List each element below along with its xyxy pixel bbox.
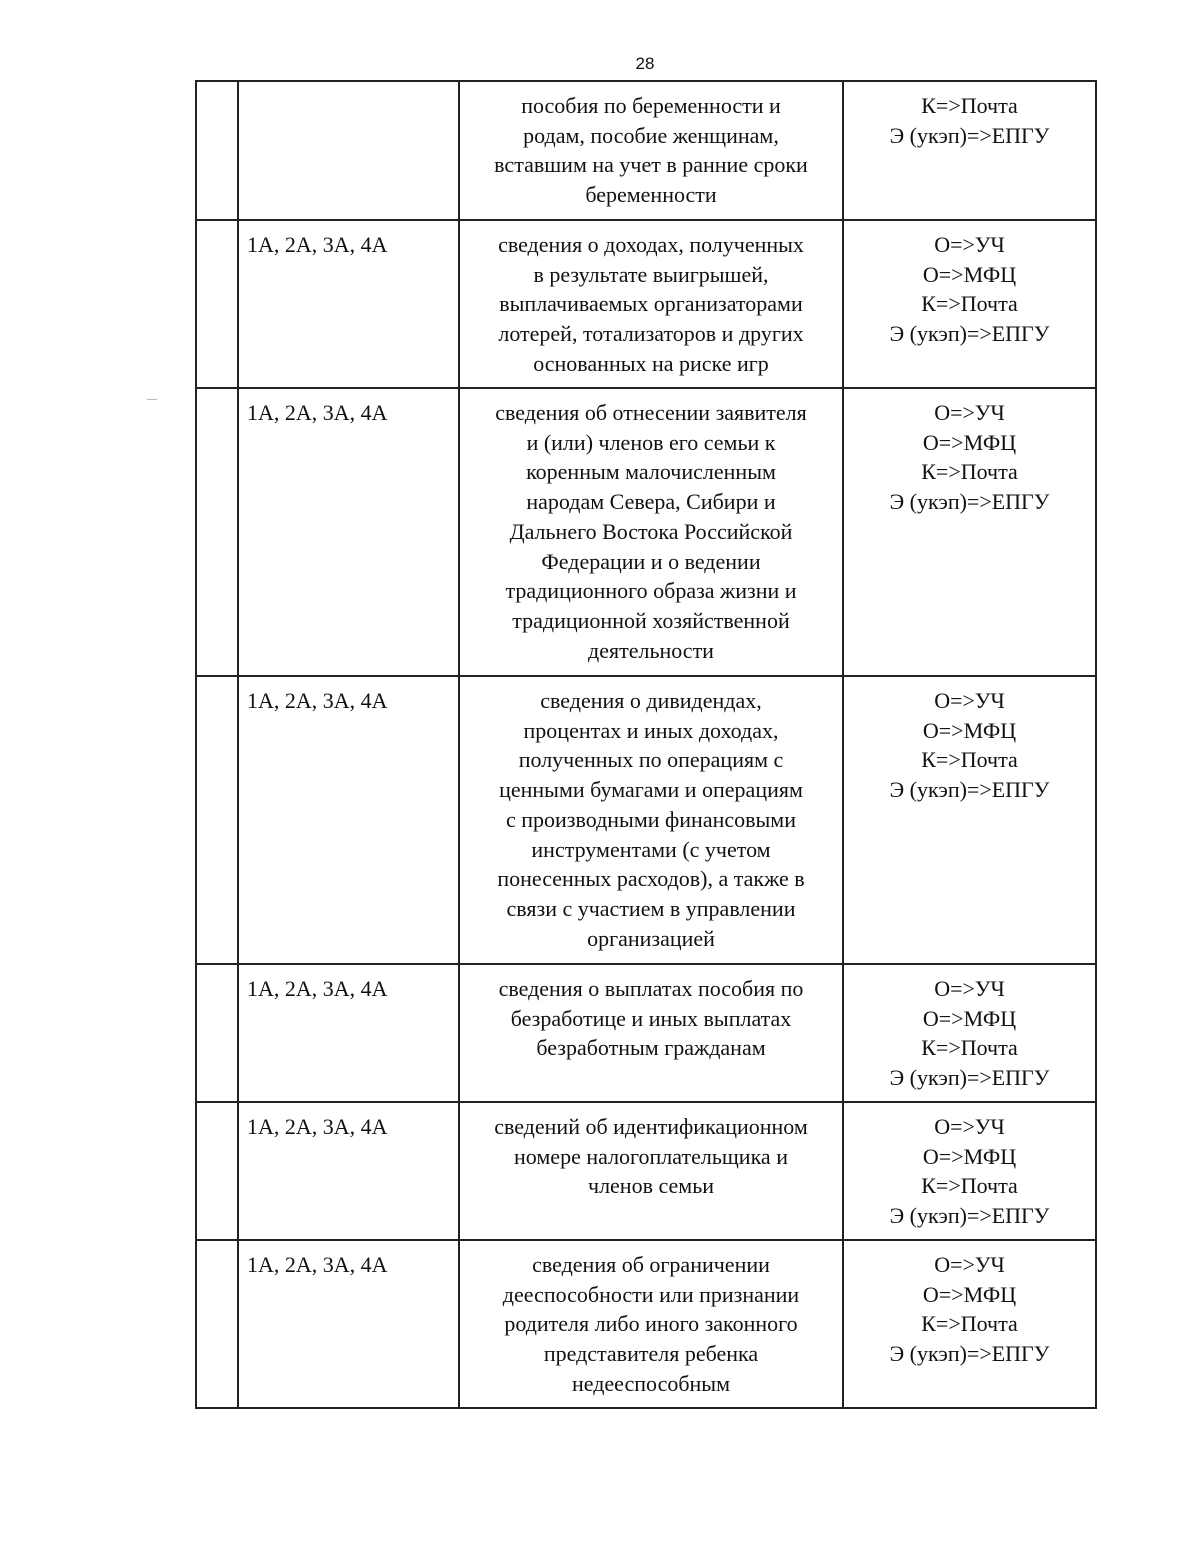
description-line: традиционного образа жизни и xyxy=(505,578,797,604)
table-body xyxy=(196,81,1096,1408)
table-row xyxy=(196,964,1096,1102)
submission-method-line: К=>Почта xyxy=(921,1035,1018,1061)
description-line: вставшим на учет в ранние сроки xyxy=(494,152,808,178)
description-line: инструментами (с учетом xyxy=(531,836,771,862)
submission-method-line: О=>МФЦ xyxy=(922,717,1017,743)
description-line: коренным малочисленным xyxy=(526,459,776,485)
description-line: процентах и иных доходах, xyxy=(523,717,779,743)
submission-method-line: О=>УЧ xyxy=(934,688,1005,713)
submission-method-cell xyxy=(843,220,1096,388)
description-line: ценными бумагами и операциям xyxy=(499,777,803,803)
submission-method-line: Э (укэп)=>ЕПГУ xyxy=(889,1341,1050,1367)
description-line: лотерей, тотализаторов и других xyxy=(498,321,804,347)
row-number-cell xyxy=(196,964,238,1102)
submission-method-line: К=>Почта xyxy=(921,93,1018,118)
applicant-category-cell: 1А, 2А, 3А, 4А xyxy=(238,964,459,1102)
documents-table xyxy=(195,80,1097,1409)
description-line: в результате выигрышей, xyxy=(533,261,769,287)
submission-method-cell xyxy=(843,1102,1096,1240)
description-line: безработным гражданам xyxy=(536,1035,766,1061)
description-line: представителя ребенка xyxy=(543,1341,759,1367)
document-description-cell xyxy=(459,220,843,388)
table-row xyxy=(196,81,1096,220)
submission-method-cell xyxy=(843,1240,1096,1408)
table-row xyxy=(196,388,1096,676)
applicant-category-cell: 1А, 2А, 3А, 4А xyxy=(238,1240,459,1408)
table-row xyxy=(196,676,1096,964)
description-line: и (или) членов его семьи к xyxy=(526,429,776,455)
document-description-cell xyxy=(459,964,843,1102)
page-number: 28 xyxy=(635,54,655,73)
description-line: сведения о выплатах пособия по xyxy=(498,976,804,1001)
description-line: родителя либо иного законного xyxy=(504,1311,798,1337)
description-line: сведения о дивидендах, xyxy=(540,688,762,713)
row-number-cell xyxy=(196,676,238,964)
submission-method-line: К=>Почта xyxy=(921,459,1018,485)
description-line: Дальнего Востока Российской xyxy=(509,518,793,544)
description-line: народам Севера, Сибири и xyxy=(526,489,776,515)
scan-speck xyxy=(147,399,157,400)
submission-method-line: Э (укэп)=>ЕПГУ xyxy=(889,777,1050,803)
submission-method-line: К=>Почта xyxy=(921,1173,1018,1199)
description-line: сведения об отнесении заявителя xyxy=(495,400,807,425)
document-description-cell xyxy=(459,1102,843,1240)
submission-method-line: О=>УЧ xyxy=(934,976,1005,1001)
description-line: членов семьи xyxy=(588,1173,714,1199)
submission-method-line: О=>УЧ xyxy=(934,1252,1005,1277)
submission-method-line: К=>Почта xyxy=(921,291,1018,317)
row-number-cell xyxy=(196,81,238,220)
description-line: дееспособности или признании xyxy=(502,1281,800,1307)
table-row xyxy=(196,1240,1096,1408)
document-description-cell xyxy=(459,81,843,220)
description-line: беременности xyxy=(585,182,717,208)
description-line: сведения об ограничении xyxy=(532,1252,770,1277)
submission-method-line: О=>УЧ xyxy=(934,232,1005,257)
description-line: полученных по операциям с xyxy=(518,747,784,773)
description-line: связи с участием в управлении xyxy=(506,895,796,921)
submission-method-line: О=>МФЦ xyxy=(922,1281,1017,1307)
description-line: организацией xyxy=(587,925,715,951)
document-description-cell xyxy=(459,388,843,676)
description-line: Федерации и о ведении xyxy=(541,548,761,574)
submission-method-line: О=>УЧ xyxy=(934,400,1005,425)
submission-method-line: О=>МФЦ xyxy=(922,261,1017,287)
document-description-cell xyxy=(459,676,843,964)
submission-method-cell xyxy=(843,676,1096,964)
submission-method-line: О=>УЧ xyxy=(934,1114,1005,1139)
submission-method-cell xyxy=(843,81,1096,220)
row-number-cell xyxy=(196,220,238,388)
submission-method-line: О=>МФЦ xyxy=(922,1005,1017,1031)
submission-method-cell xyxy=(843,964,1096,1102)
description-line: родам, пособие женщинам, xyxy=(523,122,779,148)
submission-method-line: К=>Почта xyxy=(921,1311,1018,1337)
table-row xyxy=(196,1102,1096,1240)
description-line: номере налогоплательщика и xyxy=(514,1143,788,1169)
submission-method-line: Э (укэп)=>ЕПГУ xyxy=(889,321,1050,347)
submission-method-line: Э (укэп)=>ЕПГУ xyxy=(889,489,1050,515)
description-line: недееспособным xyxy=(571,1370,731,1396)
description-line: деятельности xyxy=(588,637,714,663)
applicant-category-cell: 1А, 2А, 3А, 4А xyxy=(238,220,459,388)
description-line: безработице и иных выплатах xyxy=(510,1005,792,1031)
submission-method-cell xyxy=(843,388,1096,676)
applicant-category-cell xyxy=(238,81,459,220)
row-number-cell xyxy=(196,1102,238,1240)
submission-method-line: Э (укэп)=>ЕПГУ xyxy=(889,122,1050,148)
description-line: выплачиваемых организаторами xyxy=(499,291,803,317)
row-number-cell xyxy=(196,388,238,676)
description-line: пособия по беременности и xyxy=(521,93,781,118)
document-description-cell xyxy=(459,1240,843,1408)
description-line: традиционной хозяйственной xyxy=(512,607,790,633)
applicant-category-cell: 1А, 2А, 3А, 4А xyxy=(238,1102,459,1240)
description-line: с производными финансовыми xyxy=(505,806,797,832)
submission-method-line: Э (укэп)=>ЕПГУ xyxy=(889,1065,1050,1091)
submission-method-line: Э (укэп)=>ЕПГУ xyxy=(889,1203,1050,1229)
description-line: основанных на риске игр xyxy=(533,350,769,376)
row-number-cell xyxy=(196,1240,238,1408)
submission-method-line: О=>МФЦ xyxy=(922,429,1017,455)
description-line: сведений об идентификационном xyxy=(494,1114,808,1139)
submission-method-line: О=>МФЦ xyxy=(922,1143,1017,1169)
applicant-category-cell: 1А, 2А, 3А, 4А xyxy=(238,388,459,676)
applicant-category-cell: 1А, 2А, 3А, 4А xyxy=(238,676,459,964)
table-row xyxy=(196,220,1096,388)
submission-method-line: К=>Почта xyxy=(921,747,1018,773)
description-line: понесенных расходов), а также в xyxy=(497,866,805,892)
description-line: сведения о доходах, полученных xyxy=(498,232,804,257)
